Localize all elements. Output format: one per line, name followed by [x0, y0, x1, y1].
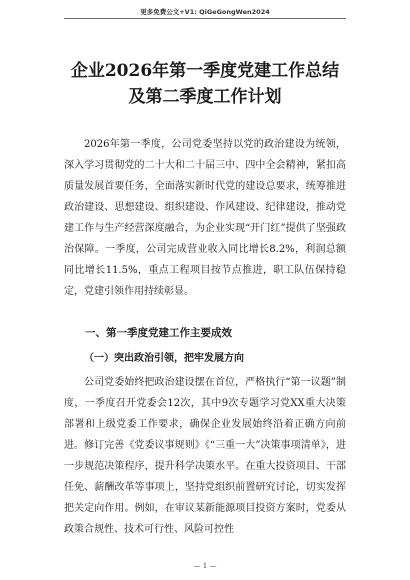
page-number: — 1 — — [193, 562, 217, 570]
document-title: 企业2026年第一季度党建工作总结及第二季度工作计划 — [70, 61, 340, 107]
section-heading: 一、第一季度党建工作主要成效 — [85, 327, 232, 339]
header-divider — [64, 18, 346, 19]
subsection-heading: （一）突出政治引领，把牢发展方向 — [84, 353, 244, 364]
intro-paragraph: 2026年第一季度，公司党委坚持以党的政治建设为统领，深入学习贯彻党的二十大和二十届三中、四中全会精神，紧扣高质量发展首要任务，全面落实新时代党的建设总要求，统筹推进政治建设、思想建设、组织建设、作风建设、纪律建设，推动党建工作与生产经营深度融合，为企业实现“开门红”提供了坚强政治保障。一季度，公司完成营业收入同比增长8.2%，利润总额同比增长11.5%，重点工程项目按节点推进，职工队伍保持稳定，党建引领作用持续彰显。 — [64, 139, 346, 297]
body-paragraph: 公司党委始终把政治建设摆在首位，严格执行“第一议题”制度，一季度召开党委会12次，其中9次专题学习党XX重大决策部署和上级党委工作要求，确保企业发展始终沿着正确方向前进。修订完善《党委议事规则》《“三重一大”决策事项清单》，进一步规范决策程序，提升科学决策水平。在重大投资项目、干部任免、薪酬改革等事项上，坚持党组织前置研究讨论，切实发挥把关定向作用。例如，在审议某新能源项目投资方案时，党委从政策合规性、技术可行性、风险可控性 — [64, 377, 346, 535]
header-note: 更多免费公文+V1: QiGeGongWen2024 — [140, 8, 270, 16]
